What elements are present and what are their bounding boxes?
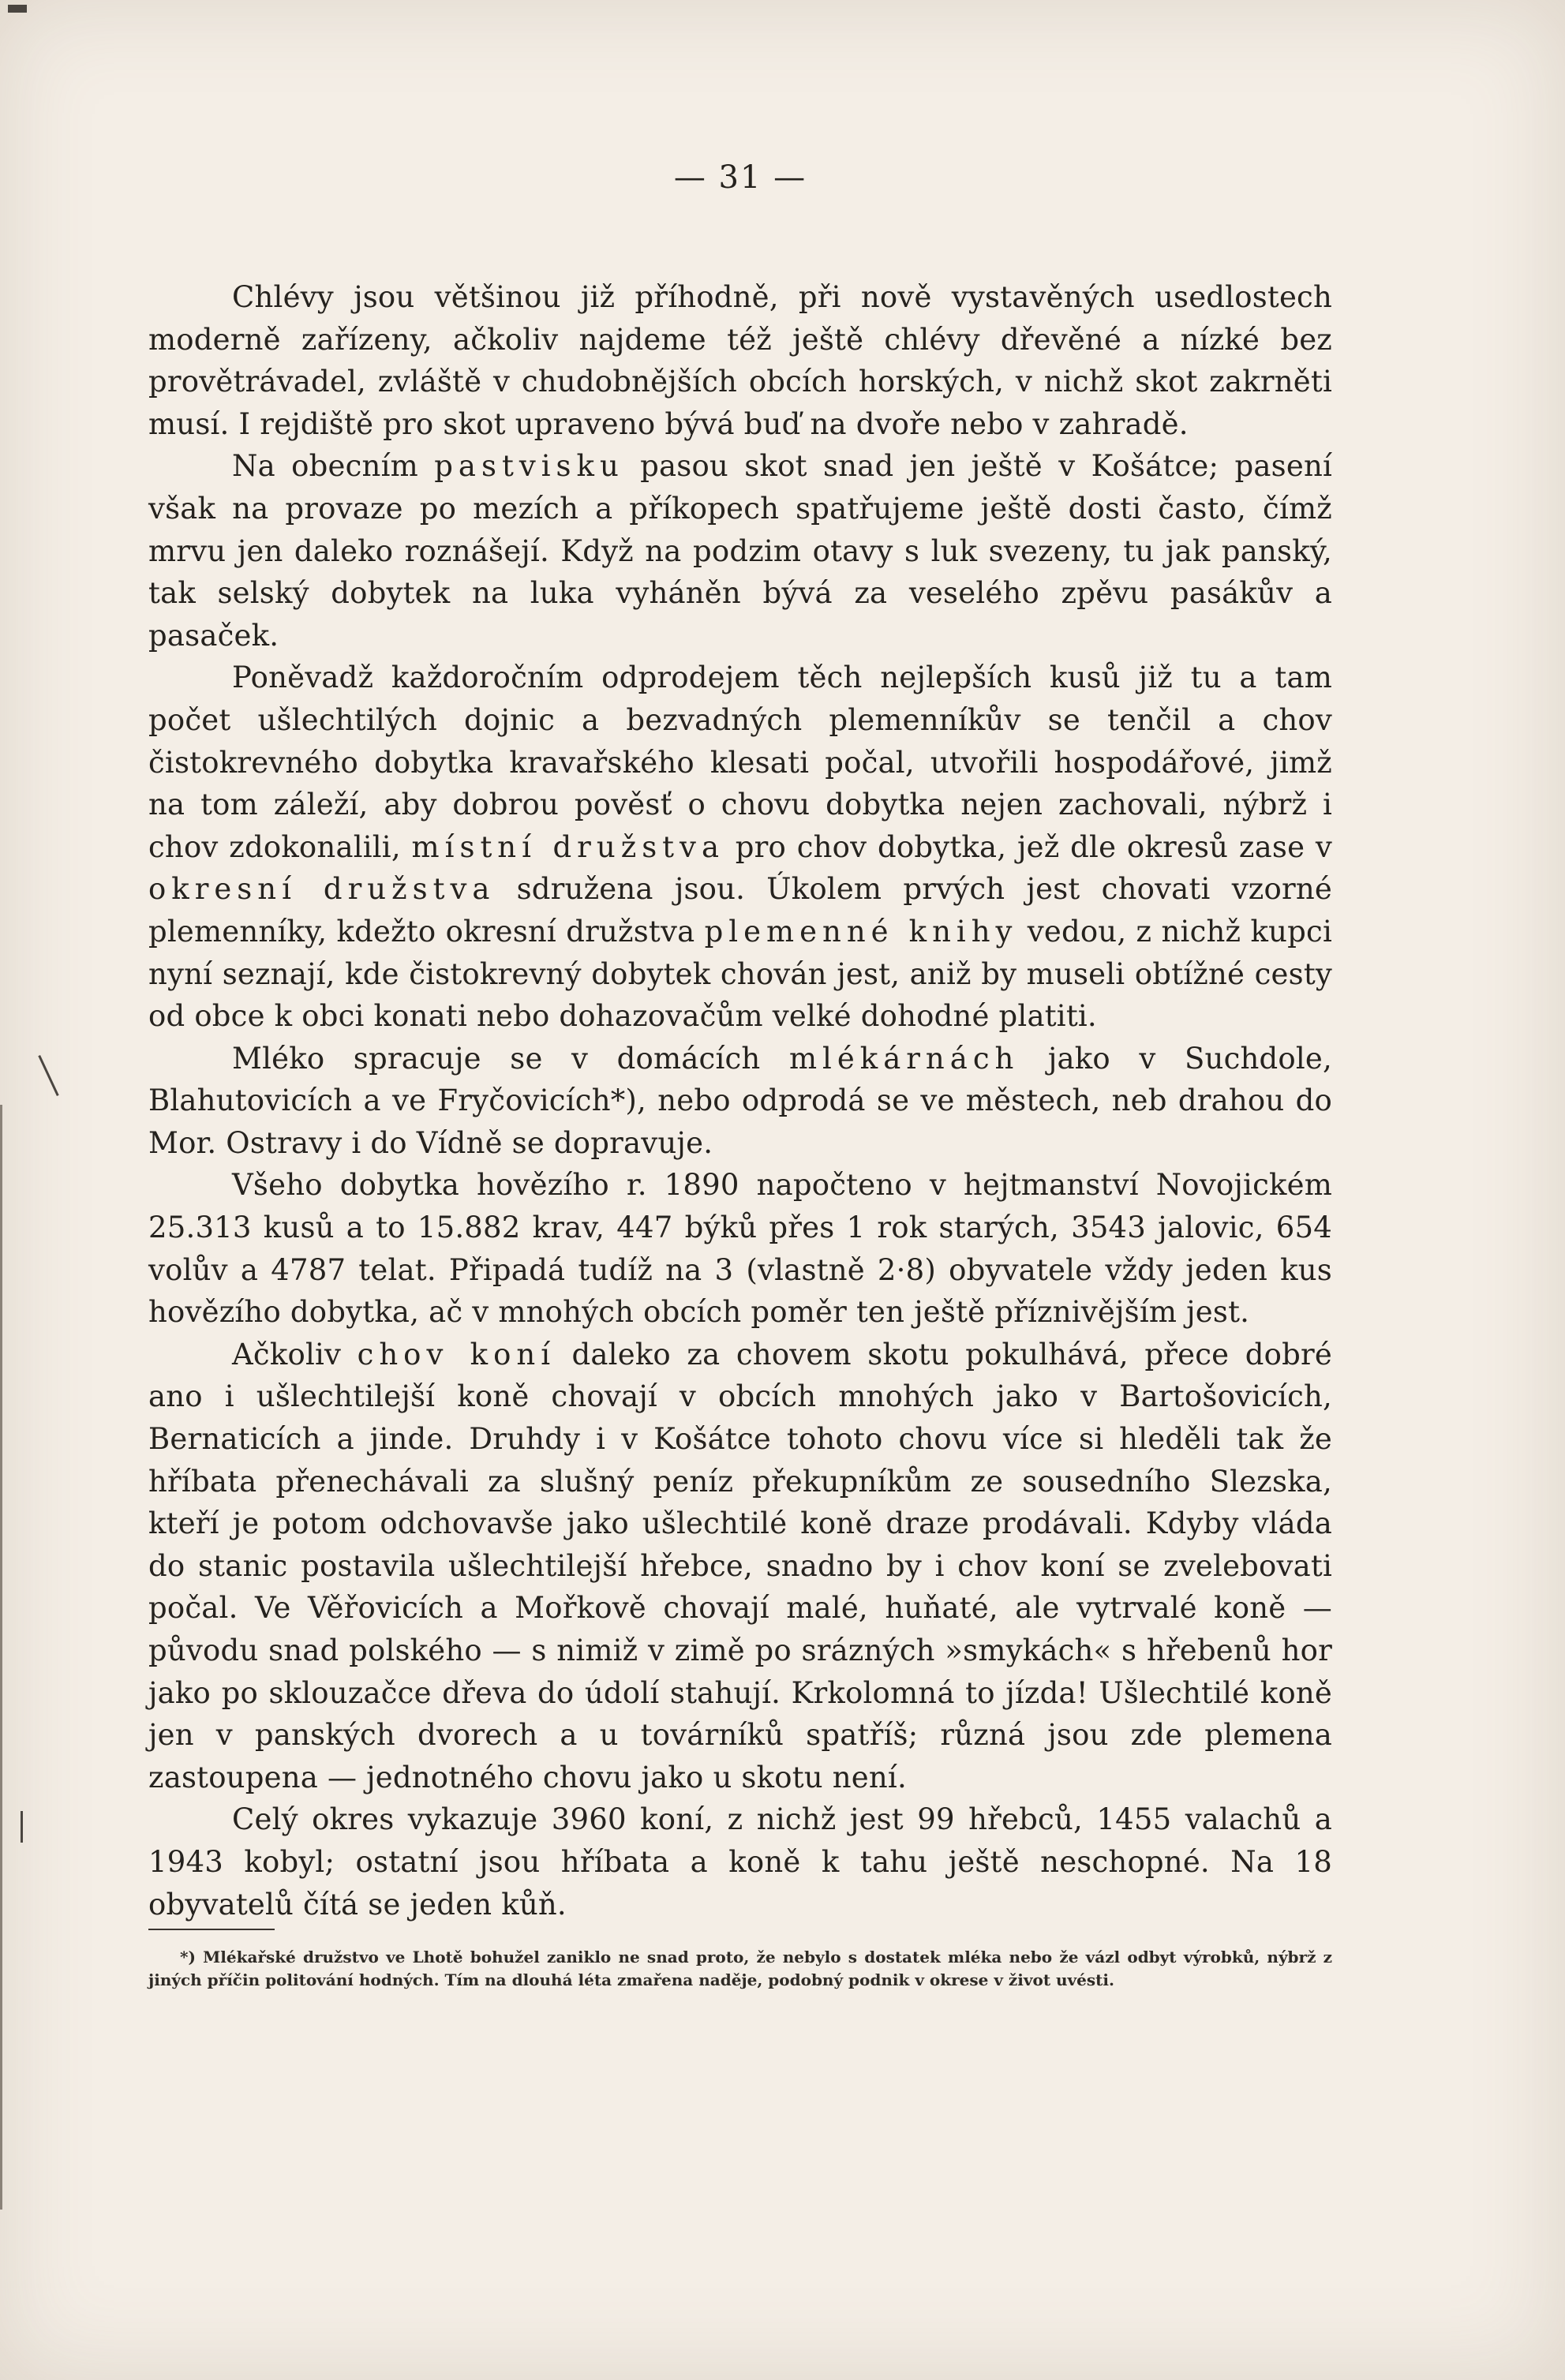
footnote: *) Mlékařské družstvo ve Lhotě bohužel zaniklo ne snad proto, že nebylo s dostatek mléka nebo že vázl odbyt výrobků, nýbrž z jiných příčin politování hodných. Tím na dlouhá léta zmařena naděje, podobný podnik v okrese v život uvésti.: [148, 1948, 1332, 1990]
text-block: [148, 159, 1333, 1992]
spaced-term: plemenné knihy: [704, 914, 1018, 949]
paragraph-text: Na obecním: [232, 449, 435, 484]
spaced-term: mlékárnách: [788, 1041, 1020, 1076]
paragraph-text: Všeho dobytka hovězího r. 1890 napočteno v hejtmanství Novojickém 25.313 kusů a to 15.882 krav, 447 býků přes 1 rok starých, 3543 jalovic, 654 volův a 4787 telat. Připadá tudíž na 3 (vlastně 2·8) obyvatele vždy jeden kus hovězího dobytka, ač v mnohých obcích poměr ten ještě příznivějším jest.: [148, 1168, 1332, 1330]
footnote-rule: [148, 1929, 275, 1930]
paragraph-text: Poněvadž každoročním odprodejem těch nejlepších kusů již tu a tam počet ušlechtilých dojnic a bezvadných plemenníkův se tenčil a chov čistokrevného dobytka kravařského klesati počal, utvořili hospodářové, jimž na tom záleží, aby dobrou pověsť o chovu dobytka nejen zachovali, nýbrž i chov zdokonalili,: [148, 660, 1332, 864]
paragraph-4: [148, 1038, 1332, 1165]
paragraph-7: [148, 1798, 1332, 1925]
spaced-term: chov koní: [357, 1337, 556, 1371]
paragraph-text: Chlévy jsou většinou již příhodně, při nově vystavěných usedlostech moderně zařízeny, ačkoliv najdeme též ještě chlévy dřevěné a nízké bez provětrávadel, zvláště v chudobnějších obcích horských, v nichž skot zakrněti musí. I rejdiště pro skot upraveno bývá buď na dvoře nebo v zahradě.: [148, 280, 1332, 441]
paragraph-text: daleko za chovem skotu pokulhává, přece dobré ano i ušlechtilejší koně chovají v obcích mnohých jako v Bartošovicích, Bernaticích a jinde. Druhdy i v Košátce tohoto chovu více si hleděli tak že hříbata přenechávali za slušný peníz překupníkům ze sousedního Slezska, kteří je potom odchovavše jako ušlechtilé koně draze prodávali. Kdyby vláda do stanic postavila ušlechtilejší hřebce, snadno by i chov koní se zvelebovati počal. Ve Věřovicích a Mořkově chovají malé, huňaté, ale vytrvalé koně — původu snad polského — s nimiž v zimě po srázných »smykách« s hřebenů hor jako po sklouzačce dřeva do údolí stahují. Krkolomná to jízda! Ušlechtilé koně jen v panských dvorech a u továrníků spatříš; různá jsou zde plemena zastoupena — jednotného chovu jako u skotu není.: [148, 1337, 1332, 1794]
page-number: — 31 —: [673, 159, 807, 196]
paragraph-text: pro chov dobytka, jež dle okresů zase v: [724, 829, 1332, 864]
margin-mark: [38, 1055, 58, 1096]
paragraph-6: [148, 1334, 1332, 1799]
paragraph-text: sdružena jsou. Úkolem prvých jest chovati vzorné plemenníky, kdežto okresní družstva: [148, 872, 1332, 949]
paragraph-5: [148, 1164, 1332, 1333]
paragraph-text: vedou, z nichž kupci nyní seznají, kde čistokrevný dobytek chován jest, aniž by museli obtížné cesty od obce k obci konati nebo dohazovačům velké dohodné platiti.: [148, 914, 1332, 1034]
spaced-term: okresní družstva: [148, 872, 496, 907]
margin-mark: [21, 1811, 23, 1843]
spaced-term: pastvisku: [434, 449, 624, 484]
paragraph-text: jako v Suchdole, Blahutovicích a ve Fryčovicích*), nebo odprodá se ve městech, neb drahou do Mor. Ostravy i do Vídně se dopravuje.: [148, 1041, 1332, 1160]
paragraph-2: [148, 445, 1332, 657]
margin-mark: [0, 1105, 2, 2210]
spaced-term: místní družstva: [411, 829, 725, 864]
paragraph-text: Celý okres vykazuje 3960 koní, z nichž jest 99 hřebců, 1455 valachů a 1943 kobyl; ostatní jsou hříbata a koně k tahu ještě neschopné. Na 18 obyvatelů čítá se jeden kůň.: [148, 1802, 1332, 1922]
paragraph-text: pasou skot snad jen ještě v Košátce; pasení však na provaze po mezích a příkopech spatřujeme ještě dosti často, čímž mrvu jen daleko roznášejí. Když na podzim otavy s luk svezeny, tu jak panský, tak selský dobytek na luka vyháněn bývá za veselého zpěvu pasákův a pasaček.: [148, 449, 1333, 653]
paragraph-3: [148, 657, 1332, 1037]
paragraph-text: Ačkoliv: [232, 1337, 358, 1371]
paragraph-1: [148, 276, 1332, 445]
paragraph-text: Mléko spracuje se v domácích: [232, 1041, 789, 1076]
margin-mark: [8, 5, 27, 13]
